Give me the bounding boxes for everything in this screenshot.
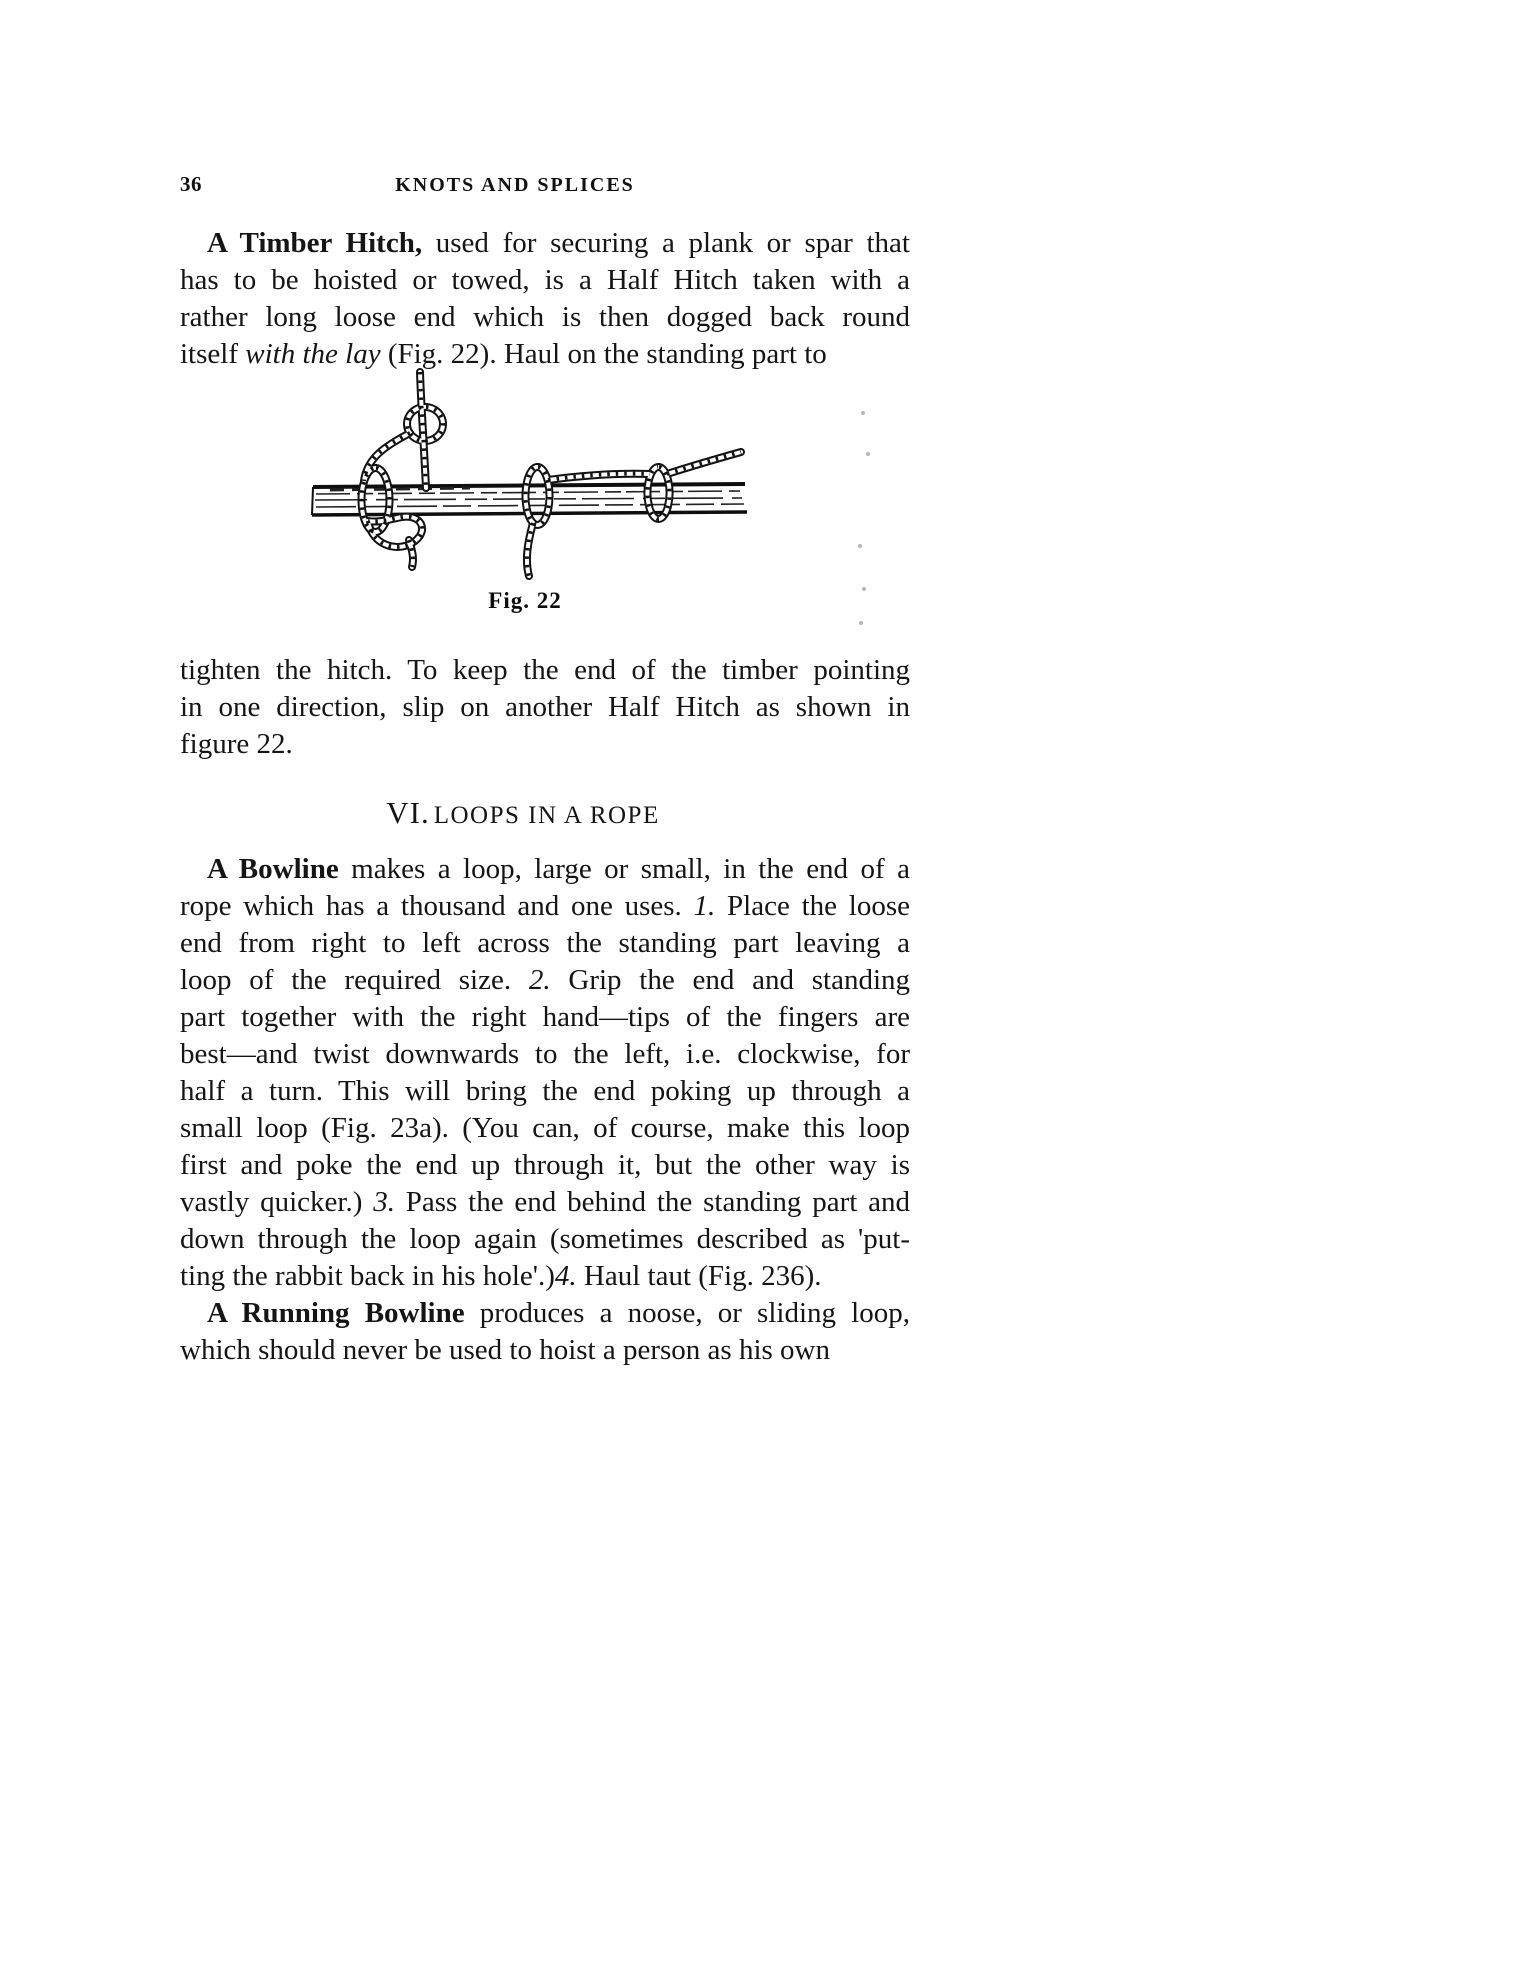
text-line: which should never be used to hoist a person as his own xyxy=(180,1334,830,1366)
page-number: 36 xyxy=(180,172,202,196)
text-line: loop of the required size. 2. Grip the end and standing xyxy=(180,964,910,996)
paragraph-running-bowline xyxy=(180,1295,910,1369)
text-line: itself with the lay (Fig. 22). Haul on the standing part to xyxy=(180,338,827,370)
text-line: A Timber Hitch, used for securing a plank or spar that xyxy=(207,227,910,259)
paragraph-bowline xyxy=(180,851,910,1295)
text-line: has to be hoisted or towed, is a Half Hitch taken with a xyxy=(180,264,910,296)
text-line: rather long loose end which is then dogged back round xyxy=(180,301,910,333)
section-numeral: VI. xyxy=(386,795,430,830)
scan-speck xyxy=(859,621,863,625)
text-line: half a turn. This will bring the end poking up through a xyxy=(180,1075,910,1107)
text-line: in one direction, slip on another Half Hitch as shown in xyxy=(180,691,910,723)
scan-speck xyxy=(858,544,862,548)
text-line: end from right to left across the standing part leaving a xyxy=(180,927,910,959)
section-heading xyxy=(180,795,866,831)
timber-hitch-figure-illustration xyxy=(300,360,770,580)
text-line: A Running Bowline produces a noose, or sliding loop, xyxy=(207,1297,910,1329)
scan-speck xyxy=(866,452,870,456)
scan-speck xyxy=(861,411,865,415)
paragraph-after-figure xyxy=(180,652,910,763)
text-line: A Bowline makes a loop, large or small, in the end of a xyxy=(207,853,910,885)
text-line: figure 22. xyxy=(180,728,293,760)
text-line: small loop (Fig. 23a). (You can, of course, make this loop xyxy=(180,1112,910,1144)
text-line: down through the loop again (sometimes described as 'put- xyxy=(180,1223,910,1255)
figure-caption: Fig. 22 xyxy=(488,588,562,613)
text-line: rope which has a thousand and one uses. 1. Place the loose xyxy=(180,890,910,922)
running-header-title: KNOTS AND SPLICES xyxy=(395,174,635,196)
text-line: ting the rabbit back in his hole'.)4. Haul taut (Fig. 236). xyxy=(180,1260,822,1292)
paragraph-timber-hitch xyxy=(180,225,910,373)
text-line: vastly quicker.) 3. Pass the end behind the standing part and xyxy=(180,1186,910,1218)
scan-speck xyxy=(862,587,866,591)
text-line: part together with the right hand—tips of the fingers are xyxy=(180,1001,910,1033)
text-line: first and poke the end up through it, but the other way is xyxy=(180,1149,910,1181)
section-title: LOOPS IN A ROPE xyxy=(433,802,660,829)
text-line: tighten the hitch. To keep the end of the timber pointing xyxy=(180,654,910,686)
rope-drawing xyxy=(362,372,742,576)
text-line: best—and twist downwards to the left, i.e. clockwise, for xyxy=(180,1038,910,1070)
